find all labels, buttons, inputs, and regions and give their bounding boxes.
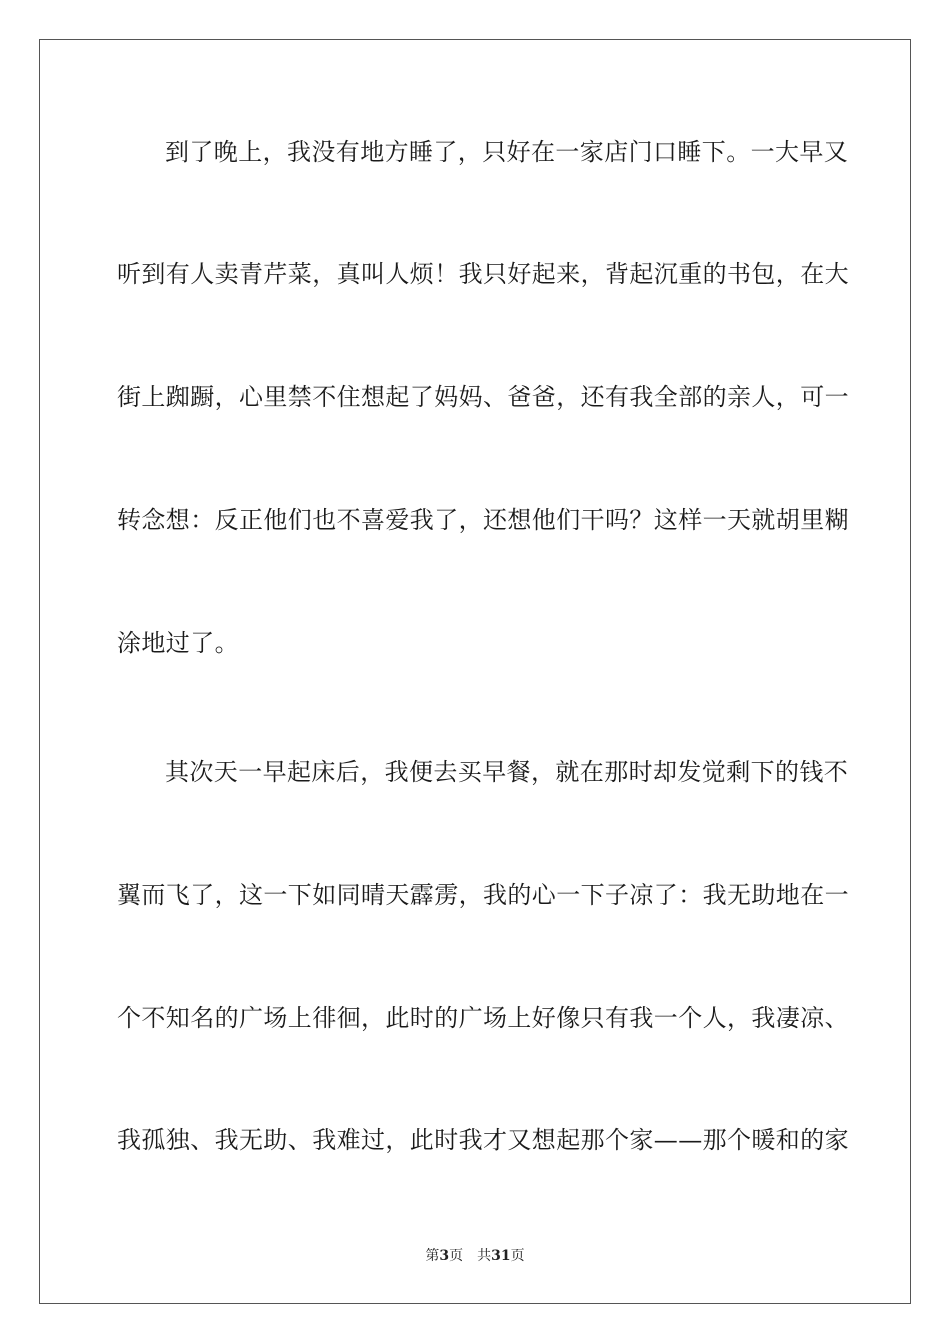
total-prefix: 共 (477, 1248, 492, 1264)
page-suffix: 页 (449, 1248, 464, 1264)
paragraph-1-line-5: 涂地过了。 (117, 629, 239, 657)
paragraph-1-line-3: 街上踟蹰，心里禁不住想起了妈妈、爸爸，还有我全部的亲人，可一 (117, 383, 849, 411)
paragraph-1-line-2: 听到有人卖青芹菜，真叫人烦！我只好起来，背起沉重的书包，在大 (117, 260, 849, 288)
page-total: 31 (491, 1248, 511, 1264)
page-footer (0, 1246, 950, 1266)
paragraph-1-line-1: 到了晚上，我没有地方睡了，只好在一家店门口睡下。一大早又 (165, 138, 849, 166)
page-prefix: 第 (425, 1248, 440, 1264)
paragraph-2-line-4: 我孤独、我无助、我难过，此时我才又想起那个家——那个暖和的家 (117, 1126, 849, 1154)
page-current: 3 (439, 1248, 450, 1264)
page-border (39, 39, 911, 1304)
paragraph-2-line-1: 其次天一早起床后，我便去买早餐，就在那时却发觉剩下的钱不 (165, 758, 849, 786)
total-suffix: 页 (510, 1248, 525, 1264)
paragraph-2-line-3: 个不知名的广场上徘徊，此时的广场上好像只有我一个人，我凄凉、 (117, 1004, 849, 1032)
paragraph-2-line-2: 翼而飞了，这一下如同晴天霹雳，我的心一下子凉了：我无助地在一 (117, 881, 849, 909)
paragraph-1-line-4: 转念想：反正他们也不喜爱我了，还想他们干吗？这样一天就胡里糊 (117, 506, 849, 534)
